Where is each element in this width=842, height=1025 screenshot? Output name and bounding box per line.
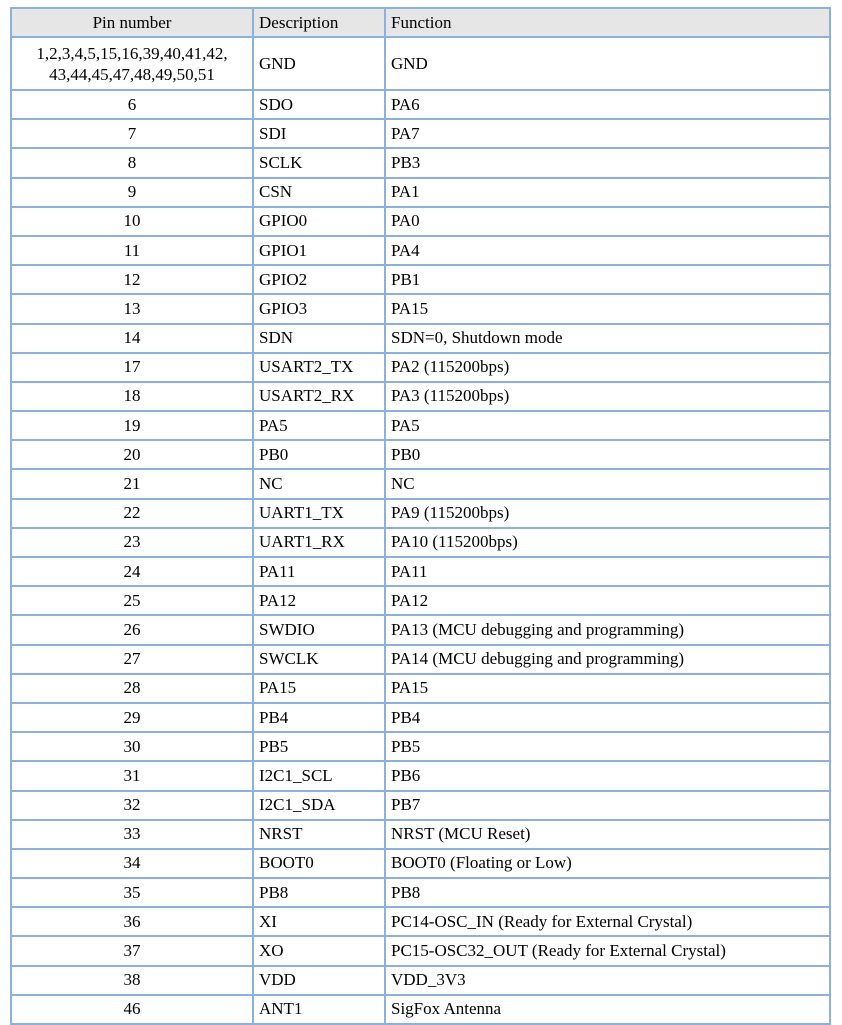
function-cell: PB0 [385, 440, 830, 469]
pin-number-cell: 10 [11, 207, 253, 236]
pin-number-cell: 19 [11, 411, 253, 440]
description-cell: XI [253, 907, 385, 936]
function-cell: PA15 [385, 294, 830, 323]
description-cell: VDD [253, 966, 385, 995]
header-function: Function [385, 8, 830, 37]
table-row [11, 791, 830, 820]
description-cell: UART1_TX [253, 499, 385, 528]
pin-number-cell [11, 37, 253, 90]
pin-number-cell: 13 [11, 294, 253, 323]
pin-number-cell: 25 [11, 586, 253, 615]
pin-number-cell: 32 [11, 791, 253, 820]
function-cell: PA3 (115200bps) [385, 382, 830, 411]
function-cell: PA15 [385, 674, 830, 703]
pin-number-cell: 26 [11, 615, 253, 644]
function-cell: PA12 [385, 586, 830, 615]
description-cell: PA11 [253, 557, 385, 586]
pin-number-cell: 37 [11, 936, 253, 965]
function-cell: PA14 (MCU debugging and programming) [385, 645, 830, 674]
pin-number-cell: 9 [11, 178, 253, 207]
function-cell: VDD_3V3 [385, 966, 830, 995]
pin-number-cell: 11 [11, 236, 253, 265]
pin-number-cell: 6 [11, 90, 253, 119]
description-cell: PB8 [253, 878, 385, 907]
description-cell: USART2_TX [253, 353, 385, 382]
description-cell: XO [253, 936, 385, 965]
table-row [11, 499, 830, 528]
description-cell: SDN [253, 324, 385, 353]
description-cell: PA15 [253, 674, 385, 703]
description-cell: PB4 [253, 703, 385, 732]
description-cell: SWCLK [253, 645, 385, 674]
table-header [11, 8, 830, 37]
function-cell: PA11 [385, 557, 830, 586]
table-row [11, 119, 830, 148]
description-cell: ANT1 [253, 995, 385, 1024]
description-cell: GPIO0 [253, 207, 385, 236]
pin-number-cell: 46 [11, 995, 253, 1024]
pin-number-cell: 27 [11, 645, 253, 674]
pin-number-cell: 22 [11, 499, 253, 528]
description-cell: PB5 [253, 732, 385, 761]
table-row [11, 90, 830, 119]
description-cell: CSN [253, 178, 385, 207]
function-cell: PB6 [385, 761, 830, 790]
function-cell: PC15-OSC32_OUT (Ready for External Crystal) [385, 936, 830, 965]
description-cell: BOOT0 [253, 849, 385, 878]
table-row [11, 440, 830, 469]
table-row [11, 615, 830, 644]
table-row [11, 936, 830, 965]
table-row [11, 732, 830, 761]
header-pin-number: Pin number [11, 8, 253, 37]
description-cell: I2C1_SCL [253, 761, 385, 790]
description-cell: GPIO1 [253, 236, 385, 265]
description-cell: SDI [253, 119, 385, 148]
function-cell: PA0 [385, 207, 830, 236]
pin-number-list: 1,2,3,4,5,15,16,39,40,41,42, 43,44,45,47,48,49,50,51 [36, 43, 228, 84]
table-row [11, 674, 830, 703]
description-cell: GND [253, 37, 385, 90]
description-cell: GPIO3 [253, 294, 385, 323]
description-cell: PA5 [253, 411, 385, 440]
pin-number-cell: 34 [11, 849, 253, 878]
header-row [11, 8, 830, 37]
function-cell: PA7 [385, 119, 830, 148]
table-row [11, 966, 830, 995]
description-cell: UART1_RX [253, 528, 385, 557]
table-row [11, 207, 830, 236]
pin-number-cell: 33 [11, 820, 253, 849]
pin-number-cell: 30 [11, 732, 253, 761]
pin-number-cell: 24 [11, 557, 253, 586]
function-cell: PA4 [385, 236, 830, 265]
pin-number-cell: 31 [11, 761, 253, 790]
pin-table [10, 7, 831, 1025]
table-row [11, 849, 830, 878]
table-row [11, 557, 830, 586]
pin-number-cell: 29 [11, 703, 253, 732]
table-row [11, 411, 830, 440]
description-cell: PA12 [253, 586, 385, 615]
function-cell: BOOT0 (Floating or Low) [385, 849, 830, 878]
description-cell: SWDIO [253, 615, 385, 644]
pin-number-cell: 14 [11, 324, 253, 353]
table-row [11, 586, 830, 615]
function-cell: PC14-OSC_IN (Ready for External Crystal) [385, 907, 830, 936]
table-row [11, 294, 830, 323]
function-cell: NC [385, 469, 830, 498]
pin-number-cell: 18 [11, 382, 253, 411]
pin-number-cell: 7 [11, 119, 253, 148]
table-row [11, 382, 830, 411]
table-row [11, 178, 830, 207]
pin-number-cell: 38 [11, 966, 253, 995]
table-row [11, 907, 830, 936]
table-body [11, 37, 830, 1024]
table-row [11, 878, 830, 907]
pin-number-cell: 36 [11, 907, 253, 936]
pin-number-cell: 20 [11, 440, 253, 469]
table-row [11, 995, 830, 1024]
pin-number-cell: 35 [11, 878, 253, 907]
function-cell: SDN=0, Shutdown mode [385, 324, 830, 353]
function-cell: PA10 (115200bps) [385, 528, 830, 557]
pin-number-cell: 12 [11, 265, 253, 294]
table-row [11, 528, 830, 557]
table-row [11, 645, 830, 674]
function-cell: PA9 (115200bps) [385, 499, 830, 528]
pin-number-cell: 17 [11, 353, 253, 382]
table-row [11, 469, 830, 498]
description-cell: I2C1_SDA [253, 791, 385, 820]
function-cell: PA5 [385, 411, 830, 440]
description-cell: SDO [253, 90, 385, 119]
table-row [11, 324, 830, 353]
pin-number-cell: 21 [11, 469, 253, 498]
table-row [11, 265, 830, 294]
description-cell: GPIO2 [253, 265, 385, 294]
function-cell: PB5 [385, 732, 830, 761]
function-cell: PB4 [385, 703, 830, 732]
function-cell: PB8 [385, 878, 830, 907]
description-cell: NRST [253, 820, 385, 849]
function-cell: SigFox Antenna [385, 995, 830, 1024]
table-row [11, 820, 830, 849]
pin-number-cell: 8 [11, 148, 253, 177]
function-cell: PA13 (MCU debugging and programming) [385, 615, 830, 644]
function-cell: GND [385, 37, 830, 90]
function-cell: PA1 [385, 178, 830, 207]
function-cell: PA6 [385, 90, 830, 119]
description-cell: SCLK [253, 148, 385, 177]
pin-number-cell: 23 [11, 528, 253, 557]
function-cell: PB7 [385, 791, 830, 820]
description-cell: USART2_RX [253, 382, 385, 411]
function-cell: PB3 [385, 148, 830, 177]
description-cell: PB0 [253, 440, 385, 469]
description-cell: NC [253, 469, 385, 498]
table-row [11, 148, 830, 177]
table-row [11, 236, 830, 265]
function-cell: NRST (MCU Reset) [385, 820, 830, 849]
table-row [11, 761, 830, 790]
table-row [11, 703, 830, 732]
function-cell: PA2 (115200bps) [385, 353, 830, 382]
header-description: Description [253, 8, 385, 37]
table-row [11, 353, 830, 382]
function-cell: PB1 [385, 265, 830, 294]
pin-number-cell: 28 [11, 674, 253, 703]
table-row [11, 37, 830, 90]
